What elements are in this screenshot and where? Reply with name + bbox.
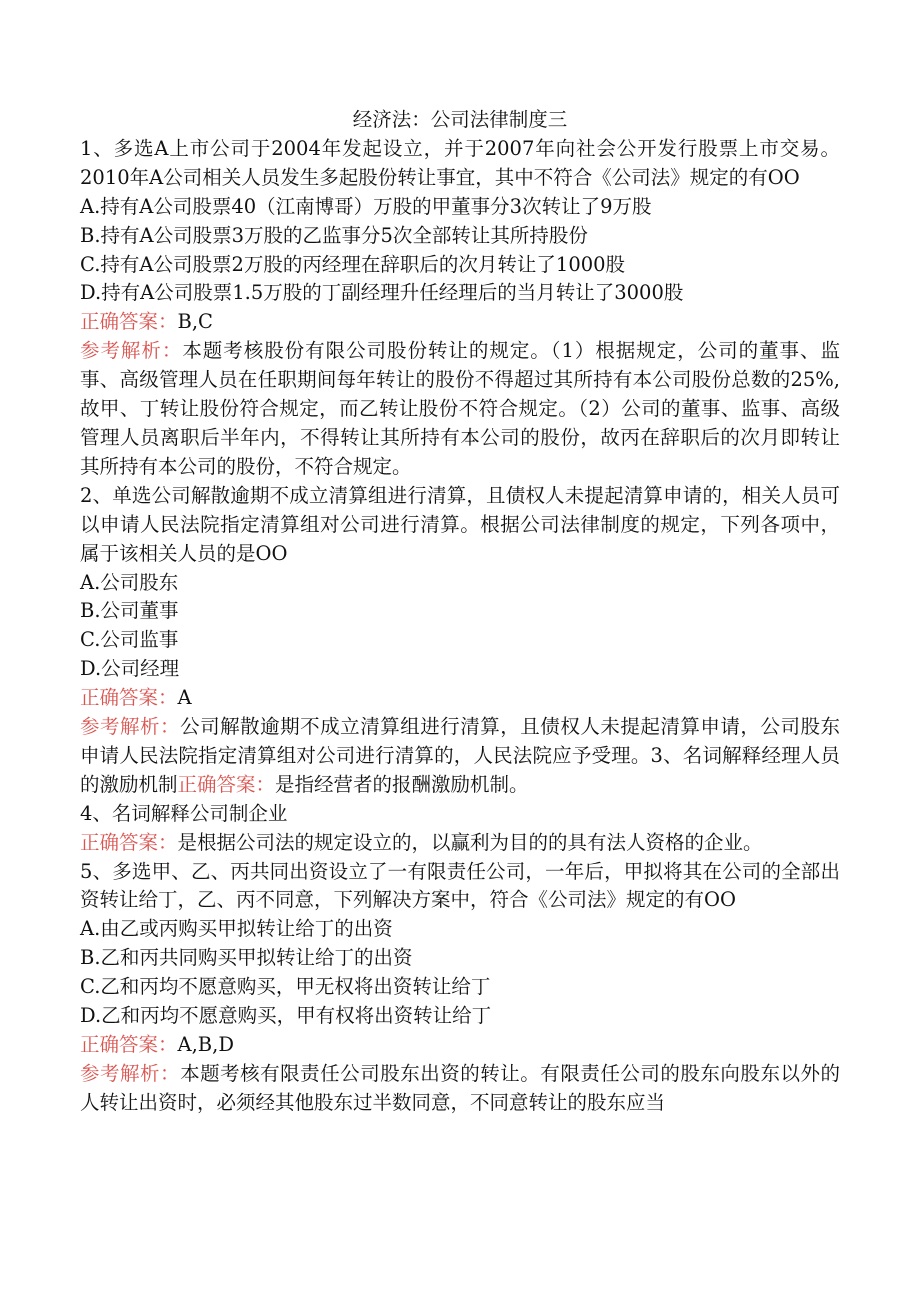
- question-4-stem: 4、名词解释公司制企业: [80, 801, 288, 825]
- analysis-text: 本题考核有限责任公司股东出资的转让。有限责任公司的股东向股东以外的人转让出资时，必须经其他股东过半数同意，不同意转让的股东应当: [80, 1061, 840, 1114]
- question-3-stem: 3、名词解释经理人员的激励机制: [80, 743, 840, 796]
- answer-label: 正确答案：: [80, 830, 178, 854]
- document-title: 经济法：公司法律制度三: [352, 108, 568, 131]
- document-page: [80, 106, 840, 1118]
- analysis-label: 参考解析：: [80, 1061, 181, 1085]
- analysis-text: 公司解散逾期不成立清算组进行清算，且债权人未提起清算申请，公司股东申请人民法院指定清算组对公司进行清算的，人民法院应予受理。: [80, 715, 840, 767]
- question-4-answer: [80, 829, 840, 858]
- answer-label: 正确答案：: [177, 772, 276, 796]
- question-2-option-a: A.公司股东: [80, 570, 179, 594]
- question-1-option-a: A.持有A公司股票40（江南博哥）万股的甲董事分3次转让了9万股: [80, 194, 652, 218]
- question-2-option-c: C.公司监事: [80, 628, 179, 652]
- answer-value: 是根据公司法的规定设立的，以赢利为目的的具有法人资格的企业。: [177, 830, 763, 854]
- answer-label: 正确答案：: [80, 686, 178, 710]
- question-5-stem: 5、多选甲、乙、丙共同出资设立了一有限责任公司，一年后，甲拟将其在公司的全部出资转让给丁，乙、丙不同意，下列解决方案中，符合《公司法》规定的有OO: [80, 859, 840, 912]
- question-3-answer: 是指经营者的报酬激励机制。: [275, 772, 529, 796]
- question-1-stem: 1、多选A上市公司于2004年发起设立，并于2007年向社会公开发行股票上市交易。2010年A公司相关人员发生多起股份转让事宜，其中不符合《公司法》规定的有OO: [80, 136, 840, 189]
- analysis-label: 参考解析：: [80, 715, 181, 739]
- answer-value: A,B,D: [177, 1033, 234, 1056]
- analysis-label: 参考解析：: [80, 339, 183, 363]
- question-5-answer: [80, 1031, 840, 1060]
- question-5-option-b: B.乙和丙共同购买甲拟转让给丁的出资: [80, 946, 413, 970]
- question-1-option-b: B.持有A公司股票3万股的乙监事分5次全部转让其所持股份: [80, 223, 588, 247]
- answer-value: B,C: [177, 310, 213, 334]
- question-2-option-d: D.公司经理: [80, 657, 180, 681]
- answer-label: 正确答案：: [80, 310, 178, 334]
- question-5-option-c: C.乙和丙均不愿意购买，甲无权将出资转让给丁: [80, 975, 491, 999]
- answer-label: 正确答案：: [80, 1033, 178, 1056]
- question-2-answer: [80, 684, 840, 713]
- question-1-answer: [80, 308, 840, 337]
- question-1-option-c: C.持有A公司股票2万股的丙经理在辞职后的次月转让了1000股: [80, 252, 626, 276]
- question-2-option-b: B.公司董事: [80, 599, 179, 623]
- question-1-option-d: D.持有A公司股票1.5万股的丁副经理升任经理后的当月转让了3000股: [80, 281, 684, 305]
- question-5-analysis: [80, 1060, 840, 1118]
- analysis-text: 本题考核股份有限公司股份转让的规定。（1）根据规定，公司的董事、监事、高级管理人员在任职期间每年转让的股份不得超过其所持有本公司股份总数的25%,故甲、丁转让股份符合规定，而乙转让股份不符合规定。（2）公司的董事、监事、高级管理人员离职后半年内，不得转让其所持有本公司的股份，故丙在辞职后的次月即转让其所持有本公司的股份，不符合规定。: [80, 339, 840, 478]
- answer-value: A: [177, 686, 192, 710]
- question-5-option-d: D.乙和丙均不愿意购买，甲有权将出资转让给丁: [80, 1004, 492, 1028]
- question-1-analysis: [80, 337, 840, 482]
- question-2-analysis: [80, 713, 840, 800]
- question-2-stem: 2、单选公司解散逾期不成立清算组进行清算，且债权人未提起清算申请的，相关人员可以申请人民法院指定清算组对公司进行清算。根据公司法律制度的规定，下列各项中，属于该相关人员的是OO: [80, 483, 840, 565]
- question-5-option-a: A.由乙或丙购买甲拟转让给丁的出资: [80, 917, 393, 941]
